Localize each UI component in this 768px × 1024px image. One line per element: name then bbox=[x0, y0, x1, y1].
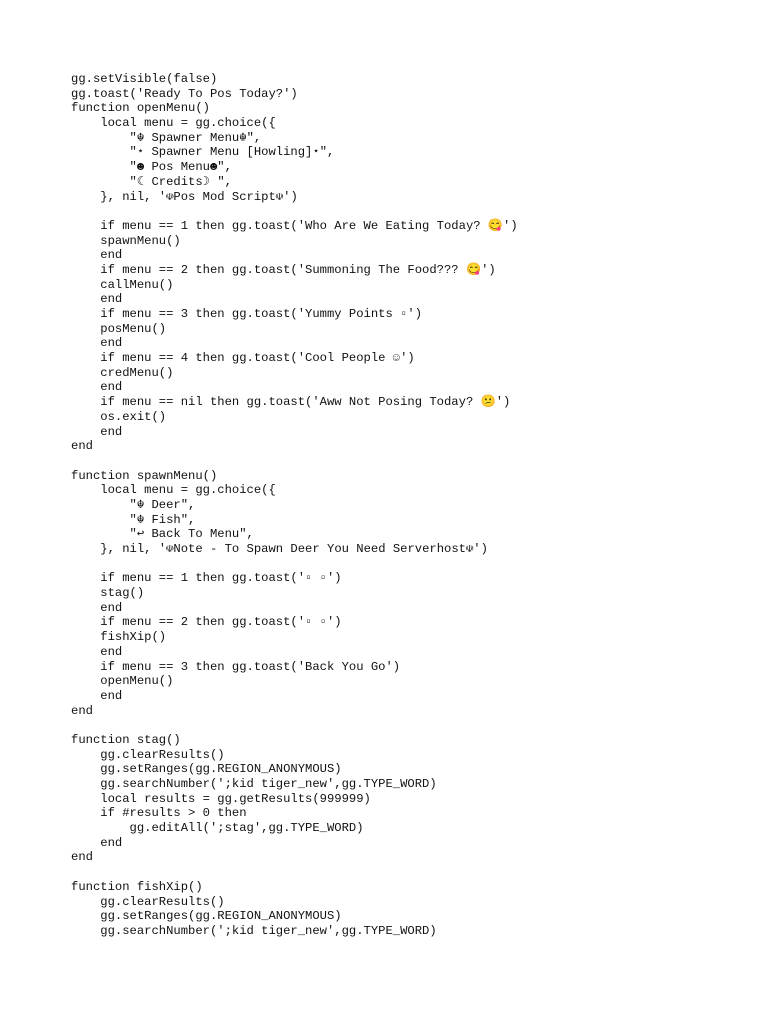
code-line: "☬ Fish", bbox=[71, 512, 196, 527]
code-line: "☾ Credits☽ ", bbox=[71, 174, 232, 189]
code-line: end bbox=[71, 380, 123, 395]
code-line: }, nil, '☫Pos Mod Script☫') bbox=[71, 189, 298, 204]
code-line: local menu = gg.choice({ bbox=[71, 483, 276, 498]
code-line: end bbox=[71, 850, 93, 865]
code-line: gg.setRanges(gg.REGION_ANONYMOUS) bbox=[71, 762, 342, 777]
code-line: if menu == 2 then gg.toast('Summoning The Food??? 😋') bbox=[71, 262, 496, 277]
code-line: if menu == 3 then gg.toast('Yummy Points ▫') bbox=[71, 307, 423, 321]
code-line: end bbox=[71, 703, 93, 718]
code-line: posMenu() bbox=[71, 321, 167, 336]
code-line: end bbox=[71, 336, 123, 351]
code-line: gg.clearResults() bbox=[71, 894, 225, 909]
code-line bbox=[71, 454, 748, 469]
code-line: }, nil, '☫Note - To Spawn Deer You Need Serverhost☫') bbox=[71, 542, 488, 556]
code-line: os.exit() bbox=[71, 409, 167, 424]
code-line: end bbox=[71, 835, 123, 850]
code-line: gg.clearResults() bbox=[71, 747, 225, 762]
code-line: function openMenu() bbox=[71, 101, 210, 116]
code-line: if menu == nil then gg.toast('Aww Not Posing Today? 😕') bbox=[71, 395, 511, 410]
code-line: gg.setVisible(false) bbox=[71, 72, 218, 86]
code-line: openMenu() bbox=[71, 674, 174, 689]
code-line bbox=[71, 557, 748, 572]
code-line: end bbox=[71, 248, 123, 263]
code-line: if menu == 3 then gg.toast('Back You Go') bbox=[71, 659, 401, 674]
code-line: if menu == 4 then gg.toast('Cool People ☺') bbox=[71, 351, 415, 366]
code-line bbox=[71, 204, 748, 219]
code-line: end bbox=[71, 424, 123, 439]
code-line bbox=[71, 865, 748, 880]
code-line: credMenu() bbox=[71, 365, 174, 380]
code-line: local results = gg.getResults(999999) bbox=[71, 791, 371, 806]
code-line: gg.setRanges(gg.REGION_ANONYMOUS) bbox=[71, 909, 342, 924]
code-line: callMenu() bbox=[71, 277, 174, 292]
code-block bbox=[71, 72, 748, 939]
code-line: "⋆ Spawner Menu [Howling]⋆", bbox=[71, 145, 335, 160]
code-line: function stag() bbox=[71, 732, 181, 747]
code-line: gg.toast('Ready To Pos Today?') bbox=[71, 86, 298, 101]
code-line: gg.searchNumber(';kid tiger_new',gg.TYPE_WORD) bbox=[71, 923, 437, 938]
code-line: spawnMenu() bbox=[71, 233, 181, 248]
code-line: "☬ Spawner Menu☬", bbox=[71, 130, 262, 145]
code-line: function spawnMenu() bbox=[71, 468, 218, 483]
code-line: if #results > 0 then bbox=[71, 806, 247, 821]
code-line: "☬ Deer", bbox=[71, 497, 196, 512]
code-line: end bbox=[71, 600, 123, 615]
code-line: local menu = gg.choice({ bbox=[71, 116, 276, 131]
code-line bbox=[71, 718, 748, 733]
code-line: if menu == 2 then gg.toast('▫ ▫') bbox=[71, 615, 342, 630]
code-line: if menu == 1 then gg.toast('Who Are We Eating Today? 😋') bbox=[71, 218, 518, 233]
code-line: gg.editAll(';stag',gg.TYPE_WORD) bbox=[71, 821, 364, 836]
code-line: fishXip() bbox=[71, 630, 167, 645]
code-line: function fishXip() bbox=[71, 879, 203, 894]
code-line: end bbox=[71, 292, 123, 307]
code-line: stag() bbox=[71, 586, 145, 601]
code-line: end bbox=[71, 644, 123, 659]
code-line: "☻ Pos Menu☻", bbox=[71, 160, 232, 175]
code-line: end bbox=[71, 688, 123, 703]
code-line: if menu == 1 then gg.toast('▫ ▫') bbox=[71, 571, 342, 586]
code-document bbox=[71, 72, 748, 939]
code-line: gg.searchNumber(';kid tiger_new',gg.TYPE_WORD) bbox=[71, 777, 437, 791]
code-line: "↩ Back To Menu", bbox=[71, 527, 254, 542]
code-line: end bbox=[71, 439, 93, 454]
